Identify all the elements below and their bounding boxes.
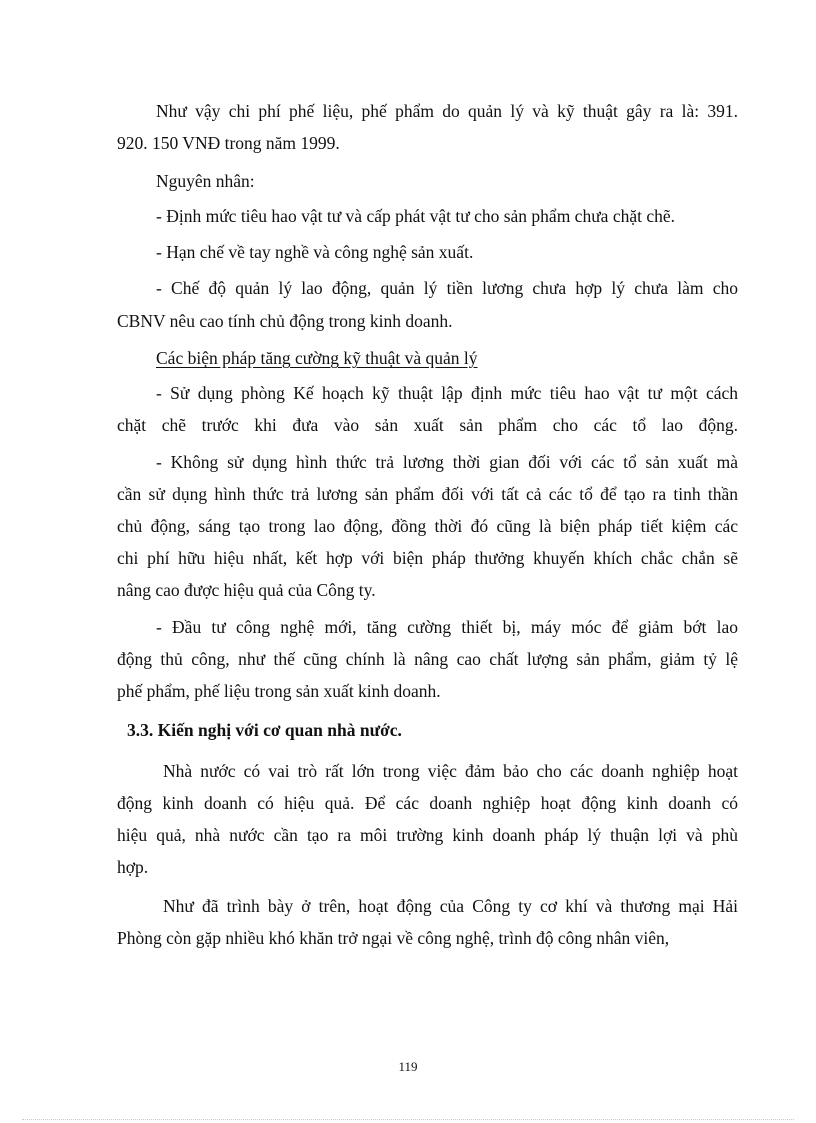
text-line: động kinh doanh có hiệu quả. Để các doanh nghiệp hoạt động kinh doanh có — [117, 793, 738, 813]
text-line: - Hạn chế về tay nghề và công nghệ sản xuất. — [156, 242, 474, 262]
page-bottom-rule — [22, 1119, 794, 1120]
text-line: Như vậy chi phí phế liệu, phế phẩm do quản lý và kỹ thuật gây ra là: 391. — [156, 101, 738, 121]
text-line: CBNV nêu cao tính chủ động trong kinh doanh. — [117, 311, 453, 331]
text-line: Như đã trình bày ở trên, hoạt động của Công ty cơ khí và thương mại Hải — [163, 896, 738, 916]
text-line: - Không sử dụng hình thức trả lương thời gian đối với các tổ sản xuất mà — [156, 452, 738, 472]
text-line: động thủ công, như thế cũng chính là nâng cao chất lượng sản phẩm, giảm tỷ lệ — [117, 649, 738, 669]
text-line: nâng cao được hiệu quả của Công ty. — [117, 580, 376, 600]
text-line: phế phẩm, phế liệu trong sản xuất kinh doanh. — [117, 681, 441, 701]
text-line: - Sử dụng phòng Kế hoạch kỹ thuật lập định mức tiêu hao vật tư một cách — [156, 383, 738, 403]
text-line: cần sử dụng hình thức trả lương sản phẩm đối với tất cả các tổ để tạo ra tinh thần — [117, 484, 738, 504]
text-line: - Đầu tư công nghệ mới, tăng cường thiết bị, máy móc để giảm bớt lao — [156, 617, 738, 637]
text-line: chủ động, sáng tạo trong lao động, đồng thời đó cũng là biện pháp tiết kiệm các — [117, 516, 738, 536]
text-line: Nhà nước có vai trò rất lớn trong việc đảm bảo cho các doanh nghiệp hoạt — [163, 761, 738, 781]
text-line: hợp. — [117, 857, 149, 877]
text-line: hiệu quả, nhà nước cần tạo ra môi trường kinh doanh pháp lý thuận lợi và phù — [117, 825, 738, 845]
text-line: chặt chẽ trước khi đưa vào sản xuất sản phẩm cho các tổ lao động. — [117, 415, 738, 435]
text-line: Phòng còn gặp nhiều khó khăn trở ngại về công nghệ, trình độ công nhân viên, — [117, 928, 670, 948]
subheading: Các biện pháp tăng cường kỹ thuật và quản lý — [156, 348, 478, 368]
text-line: 920. 150 VNĐ trong năm 1999. — [117, 133, 340, 153]
text-line: Nguyên nhân: — [156, 171, 255, 191]
page-number: 119 — [398, 1059, 418, 1074]
section-heading: 3.3. Kiến nghị với cơ quan nhà nước. — [127, 720, 402, 740]
text-line: chi phí hữu hiệu nhất, kết hợp với biện pháp thưởng khuyến khích chắc chắn sẽ — [117, 548, 738, 568]
text-line: - Định mức tiêu hao vật tư và cấp phát vật tư cho sản phẩm chưa chặt chẽ. — [156, 206, 676, 226]
text-line: - Chế độ quản lý lao động, quản lý tiền lương chưa hợp lý chưa làm cho — [156, 278, 738, 298]
